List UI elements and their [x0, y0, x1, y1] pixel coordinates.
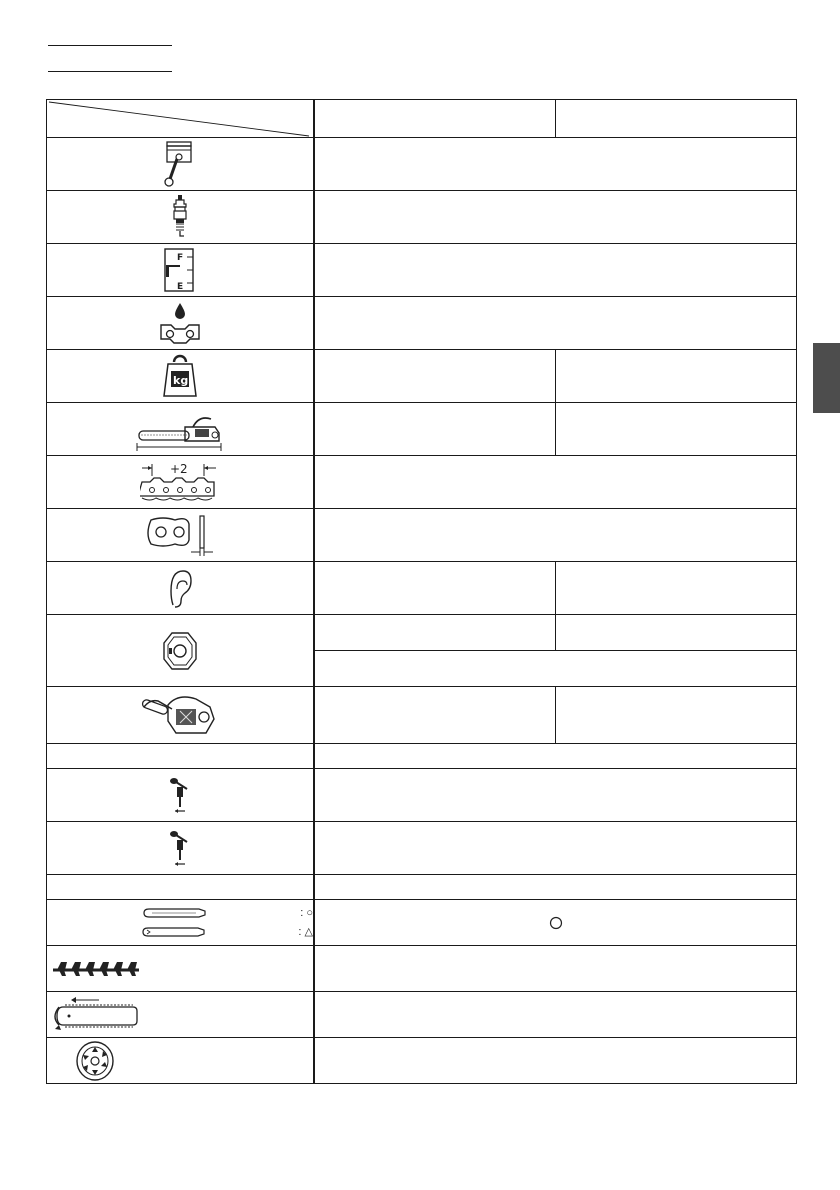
svg-text:E: E [177, 282, 184, 292]
table-row [47, 744, 797, 769]
table-row [47, 946, 797, 992]
table-row [47, 687, 797, 744]
row-icon-cell [47, 687, 315, 744]
row-icon-cell [47, 244, 315, 297]
row-icon-cell [47, 403, 315, 456]
value-cell [314, 900, 797, 946]
table-row [47, 615, 797, 651]
table-row [47, 900, 797, 946]
section-tab [813, 343, 840, 413]
table-row [47, 350, 797, 403]
circle-mark-icon [549, 916, 563, 930]
value-cell [556, 403, 797, 456]
row-icon-cell [47, 456, 315, 509]
table-row [47, 992, 797, 1038]
carburetor-needle-icon [165, 826, 195, 870]
guide-bar-row-1 [53, 907, 313, 919]
guide-bar-legend-circle: : ○ [300, 907, 313, 919]
header-cell-model-a [314, 100, 556, 138]
spec-table [46, 99, 797, 1084]
corner-cell [47, 100, 315, 138]
row-icon-cell [47, 1038, 315, 1084]
sprocket-icon [73, 1039, 119, 1083]
table-row [47, 562, 797, 615]
table-row [47, 1038, 797, 1084]
table-row [47, 456, 797, 509]
value-cell [314, 244, 797, 297]
value-cell [314, 350, 556, 403]
value-cell [556, 687, 797, 744]
row-icon-cell [47, 297, 315, 350]
weight-kg-icon [160, 352, 200, 400]
svg-text:F: F [177, 253, 184, 263]
table-row [47, 403, 797, 456]
row-icon-cell [47, 744, 315, 769]
guide-bar-icon [141, 926, 207, 938]
value-cell [314, 138, 797, 191]
row-icon-cell [47, 900, 315, 946]
carburetor-needle-icon [165, 773, 195, 817]
row-icon-cell [47, 509, 315, 562]
value-cell [314, 615, 556, 651]
value-cell [314, 822, 797, 875]
header-underline-2 [48, 71, 172, 72]
row-icon-cell [47, 138, 315, 191]
table-row [47, 822, 797, 875]
value-cell [314, 562, 556, 615]
value-cell [314, 744, 797, 769]
row-icon-cell [47, 946, 315, 992]
saw-chain-icon [51, 958, 141, 980]
value-cell [556, 615, 797, 651]
chain-direction-icon [49, 995, 139, 1035]
row-icon-cell [47, 350, 315, 403]
engine-piston-icon [160, 139, 200, 189]
value-cell [314, 403, 556, 456]
chain-gauge-icon [145, 512, 215, 558]
table-header-row [47, 100, 797, 138]
svg-text:kg: kg [173, 374, 189, 387]
row-icon-cell [47, 822, 315, 875]
table-row [47, 244, 797, 297]
row-icon-cell [47, 875, 315, 900]
value-cell [556, 562, 797, 615]
row-icon-cell [47, 615, 315, 687]
value-cell [556, 350, 797, 403]
table-row [47, 875, 797, 900]
chain-oil-icon [156, 299, 204, 347]
value-cell [314, 687, 556, 744]
value-cell [314, 651, 797, 687]
value-cell [314, 297, 797, 350]
chainsaw-side-icon [140, 691, 220, 739]
header-cell-model-b [556, 100, 797, 138]
row-icon-cell [47, 191, 315, 244]
guide-bar-icon [142, 907, 208, 919]
value-cell [314, 509, 797, 562]
vibration-handle-icon [160, 629, 200, 673]
guide-bar-legend-triangle: : △ [298, 926, 313, 938]
table-row [47, 509, 797, 562]
value-cell [314, 946, 797, 992]
table-row [47, 769, 797, 822]
value-cell [314, 992, 797, 1038]
value-cell [314, 769, 797, 822]
row-icon-cell [47, 992, 315, 1038]
value-cell [314, 1038, 797, 1084]
table-row [47, 297, 797, 350]
value-cell [314, 191, 797, 244]
value-cell [314, 875, 797, 900]
guide-bar-row-2 [53, 925, 313, 938]
row-icon-cell [47, 769, 315, 822]
header-underline-1 [48, 45, 172, 46]
fuel-tank-gauge-icon [163, 247, 197, 293]
table-row [47, 138, 797, 191]
chain-pitch-icon [140, 460, 220, 504]
table-row [47, 191, 797, 244]
ear-noise-icon [165, 565, 195, 611]
row-icon-cell [47, 562, 315, 615]
svg-text:+2: +2 [170, 462, 188, 476]
chainsaw-dimensions-icon [135, 407, 225, 451]
value-cell [314, 456, 797, 509]
spark-plug-icon [165, 193, 195, 241]
